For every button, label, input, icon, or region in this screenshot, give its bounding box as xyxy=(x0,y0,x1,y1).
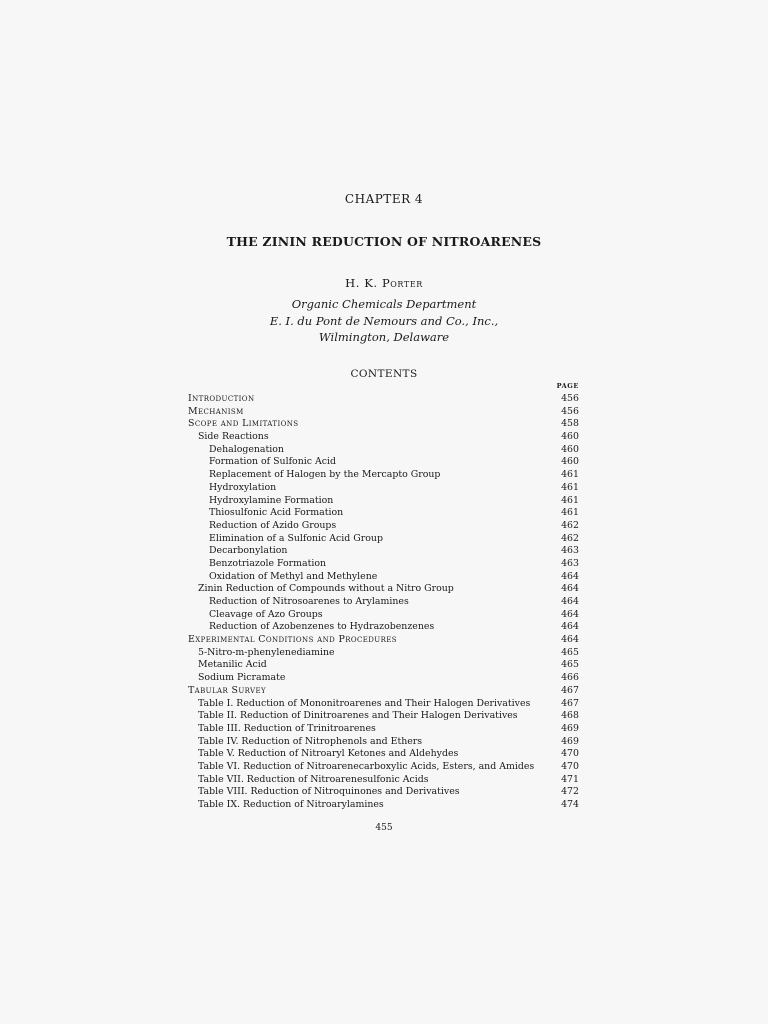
toc-entry-page: 464 xyxy=(561,634,579,646)
toc-entry xyxy=(0,786,768,799)
toc-entry-page: 466 xyxy=(561,672,579,684)
toc-entry-page: 474 xyxy=(561,799,579,810)
toc-entry xyxy=(0,647,768,660)
toc-entry-page: 461 xyxy=(561,494,579,506)
toc-entry-label: Experimental Conditions and Procedures xyxy=(188,634,397,646)
toc-entry-page: 456 xyxy=(561,405,579,417)
toc-entry-page: 456 xyxy=(561,393,579,404)
toc-entry-label: Thiosulfonic Acid Formation xyxy=(209,507,344,519)
toc-entry-page: 470 xyxy=(561,760,579,772)
toc-entry-page: 462 xyxy=(561,519,579,531)
toc-entry-page: 464 xyxy=(561,583,579,595)
toc-entry-label: Oxidation of Methyl and Methylene xyxy=(209,570,378,582)
toc-entry xyxy=(0,621,768,634)
toc-entry-page: 467 xyxy=(561,684,579,696)
toc-entry xyxy=(0,609,768,622)
toc-entry-page: 460 xyxy=(561,456,579,468)
toc-entry xyxy=(0,583,768,596)
chapter-label: CHAPTER 4 xyxy=(344,192,424,206)
toc-entry-label: Reduction of Azobenzenes to Hydrazobenzenes xyxy=(209,621,435,633)
toc-entry xyxy=(0,672,768,685)
affiliation-department: Organic Chemicals Department xyxy=(291,297,477,311)
toc-entry xyxy=(0,723,768,736)
toc-entry-page: 460 xyxy=(561,443,579,455)
toc-entry xyxy=(0,698,768,711)
toc-entry-page: 464 xyxy=(561,570,579,582)
affiliation-company: E. I. du Pont de Nemours and Co., Inc., xyxy=(269,314,499,328)
toc-entry-label: Table VIII. Reduction of Nitroquinones and Derivatives xyxy=(198,786,460,798)
toc-entry-label: Side Reactions xyxy=(198,431,269,443)
toc-entry-page: 464 xyxy=(561,596,579,607)
toc-entry xyxy=(0,533,768,546)
author-name xyxy=(0,276,768,290)
contents-heading: CONTENTS xyxy=(350,368,418,380)
toc-entry-page: 458 xyxy=(561,418,579,430)
toc-entry xyxy=(0,520,768,533)
toc-entry-label: Benzotriazole Formation xyxy=(209,557,327,569)
toc-entry-page: 464 xyxy=(561,621,579,633)
toc-entry-page: 462 xyxy=(561,532,579,544)
toc-entry xyxy=(0,558,768,571)
toc-entry xyxy=(0,507,768,520)
toc-entry xyxy=(0,406,768,419)
toc-entry-label: Table VI. Reduction of Nitroarenecarboxylic Acids, Esters, and Amides xyxy=(198,760,535,772)
toc-entry xyxy=(0,685,768,698)
toc-entry-label: Table V. Reduction of Nitroaryl Ketones and Aldehydes xyxy=(198,748,459,760)
toc-entry xyxy=(0,748,768,761)
toc-entry-page: 472 xyxy=(561,786,579,798)
table-of-contents xyxy=(0,393,768,812)
toc-entry-label: Hydroxylation xyxy=(209,481,277,493)
toc-entry-page: 463 xyxy=(561,557,579,569)
author-initials: H. K. xyxy=(345,276,378,290)
toc-entry-label: Tabular Survey xyxy=(188,684,267,696)
toc-entry-label: Dehalogenation xyxy=(209,443,284,455)
toc-entry-label: 5-Nitro-m-phenylenediamine xyxy=(198,646,335,658)
toc-entry xyxy=(0,469,768,482)
toc-entry-label: Replacement of Halogen by the Mercapto Group xyxy=(209,469,441,481)
toc-entry-label: Sodium Picramate xyxy=(198,672,286,684)
toc-entry-label: Introduction xyxy=(188,393,255,404)
toc-entry xyxy=(0,495,768,508)
toc-entry xyxy=(0,444,768,457)
toc-entry-label: Hydroxylamine Formation xyxy=(209,494,334,506)
toc-entry xyxy=(0,545,768,558)
toc-entry xyxy=(0,710,768,723)
toc-entry xyxy=(0,482,768,495)
affiliation-location: Wilmington, Delaware xyxy=(318,330,450,344)
toc-entry-label: Elimination of a Sulfonic Acid Group xyxy=(209,532,383,544)
toc-entry-page: 469 xyxy=(561,735,579,747)
toc-entry-label: Table IV. Reduction of Nitrophenols and Ethers xyxy=(198,735,423,747)
toc-entry-page: 465 xyxy=(561,646,579,658)
toc-entry-label: Reduction of Nitrosoarenes to Arylamines xyxy=(209,596,409,607)
toc-entry xyxy=(0,634,768,647)
toc-entry-page: 471 xyxy=(561,773,579,785)
toc-entry-label: Table IX. Reduction of Nitroarylamines xyxy=(198,799,384,810)
toc-entry-page: 463 xyxy=(561,545,579,557)
toc-entry-label: Scope and Limitations xyxy=(188,418,299,430)
toc-entry-page: 467 xyxy=(561,697,579,709)
author-surname: Porter xyxy=(381,276,423,290)
toc-entry xyxy=(0,761,768,774)
toc-entry-page: 461 xyxy=(561,481,579,493)
toc-entry xyxy=(0,774,768,787)
toc-entry-label: Zinin Reduction of Compounds without a Nitro Group xyxy=(198,583,454,595)
chapter-title: THE ZININ REDUCTION OF NITROARENES xyxy=(226,234,542,249)
toc-entry-page: 461 xyxy=(561,507,579,519)
toc-entry-page: 465 xyxy=(561,659,579,671)
page-column-label: PAGE xyxy=(556,382,579,390)
toc-entry-page: 468 xyxy=(561,710,579,722)
toc-entry xyxy=(0,431,768,444)
toc-entry-page: 461 xyxy=(561,469,579,481)
toc-entry-page: 464 xyxy=(561,608,579,620)
toc-entry-label: Reduction of Azido Groups xyxy=(209,519,337,531)
toc-entry-label: Table II. Reduction of Dinitroarenes and Their Halogen Derivatives xyxy=(198,710,518,722)
toc-entry-page: 469 xyxy=(561,722,579,734)
toc-entry xyxy=(0,596,768,609)
toc-entry-label: Table I. Reduction of Mononitroarenes and Their Halogen Derivatives xyxy=(198,697,531,709)
toc-entry-label: Table III. Reduction of Trinitroarenes xyxy=(198,722,376,734)
toc-entry xyxy=(0,418,768,431)
toc-entry-label: Table VII. Reduction of Nitroarenesulfonic Acids xyxy=(198,773,429,785)
toc-entry-label: Formation of Sulfonic Acid xyxy=(209,456,336,468)
toc-entry-label: Decarbonylation xyxy=(209,545,288,557)
toc-entry xyxy=(0,659,768,672)
toc-entry-label: Metanilic Acid xyxy=(198,659,267,671)
toc-entry xyxy=(0,393,768,406)
toc-entry xyxy=(0,456,768,469)
toc-entry-page: 470 xyxy=(561,748,579,760)
toc-entry xyxy=(0,736,768,749)
toc-entry-label: Cleavage of Azo Groups xyxy=(209,608,323,620)
toc-entry-page: 460 xyxy=(561,431,579,443)
toc-entry xyxy=(0,799,768,812)
page-number: 455 xyxy=(375,823,393,833)
toc-entry-label: Mechanism xyxy=(188,405,244,417)
toc-entry xyxy=(0,571,768,584)
